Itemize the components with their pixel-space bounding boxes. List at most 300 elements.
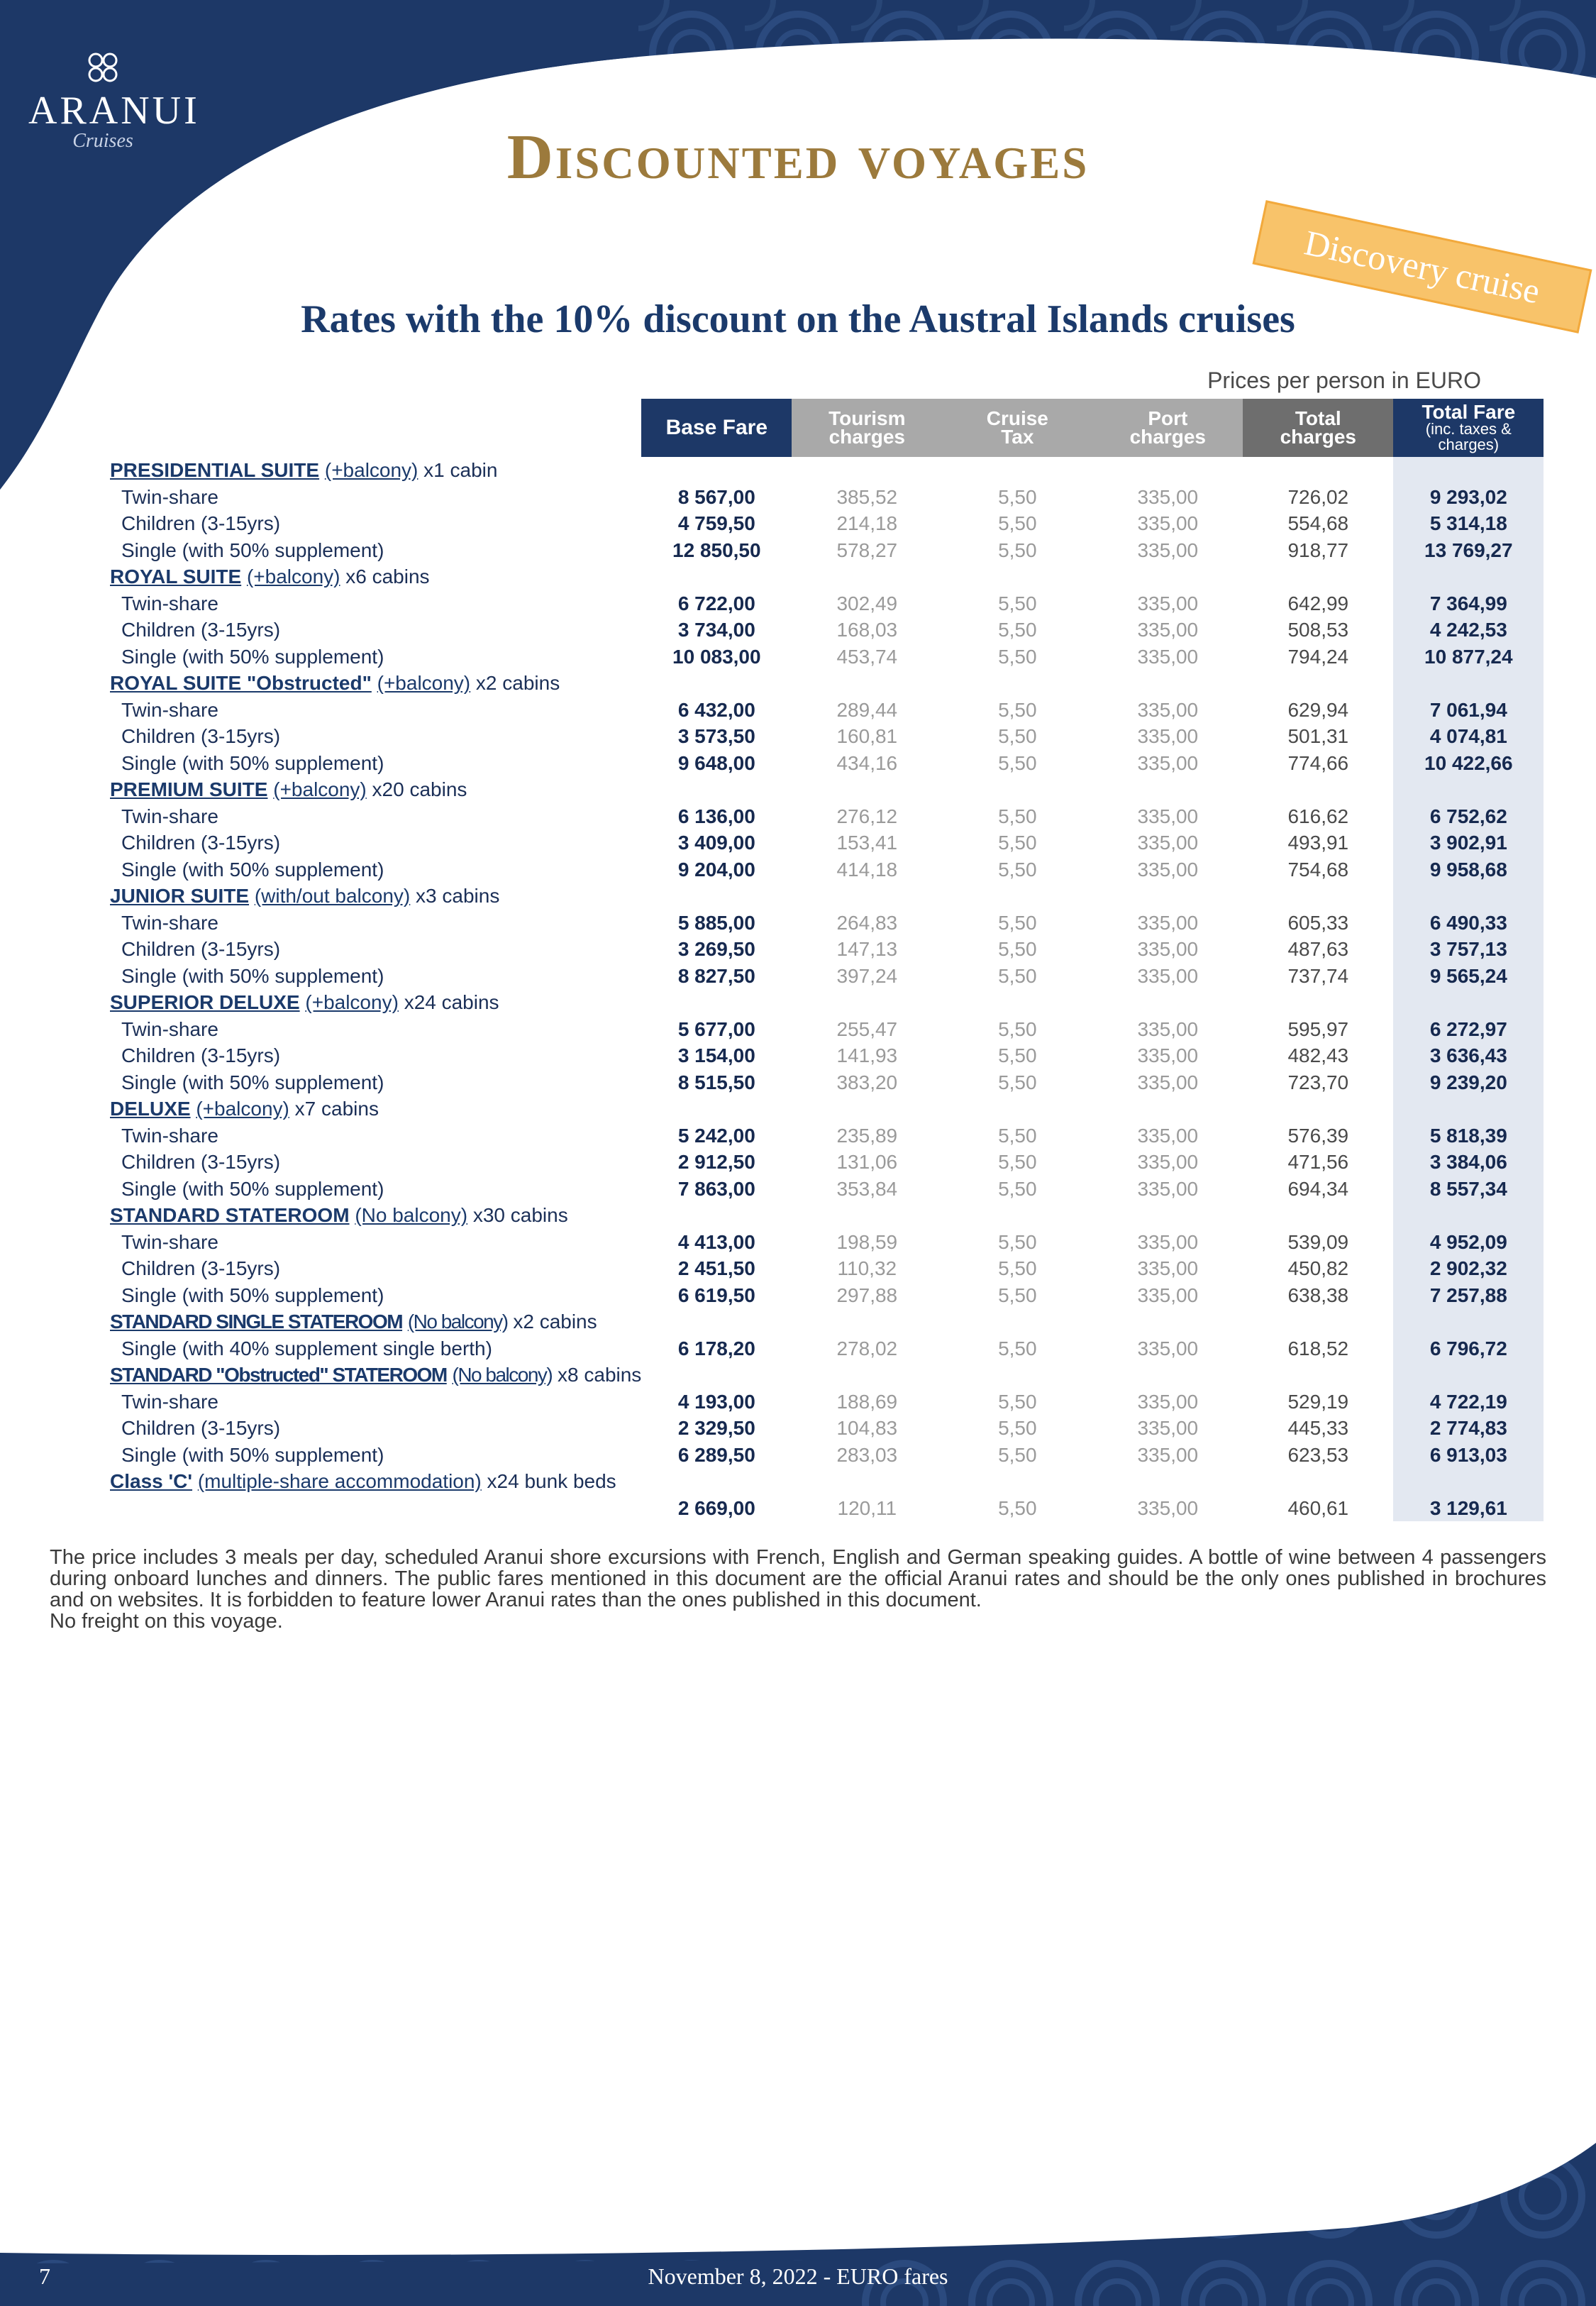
total-charges-cell: 471,56 [1287, 1151, 1349, 1174]
aranui-emblem-icon [85, 50, 121, 85]
category-name: PRESIDENTIAL SUITE [110, 459, 320, 482]
total-charges-cell: 794,24 [1287, 645, 1349, 668]
tourism-charges-cell: 153,41 [836, 832, 898, 854]
passenger-type: Children (3-15yrs) [121, 1151, 281, 1174]
cruise-tax-cell: 5,50 [998, 1257, 1037, 1280]
total-charges-cell: 482,43 [1287, 1044, 1349, 1067]
category-count: x6 cabins [345, 566, 430, 588]
base-fare-cell: 3 573,50 [677, 725, 755, 748]
table-row [110, 1495, 1544, 1522]
total-charges-cell: 638,38 [1287, 1284, 1349, 1306]
category-detail: (No balcony) [407, 1311, 508, 1333]
port-charges-cell: 335,00 [1137, 1124, 1199, 1147]
category-count: x24 cabins [404, 991, 499, 1014]
empty-cell [792, 989, 942, 1016]
port-charges-cell: 335,00 [1137, 805, 1199, 827]
empty-cell [1092, 1362, 1243, 1389]
tourism-charges-cell: 198,59 [836, 1230, 898, 1253]
empty-cell [1092, 670, 1243, 697]
total-charges-cell: 450,82 [1287, 1257, 1349, 1280]
empty-cell [1243, 1096, 1393, 1122]
passenger-type: Single (with 50% supplement) [121, 858, 384, 881]
category-name: STANDARD SINGLE STATEROOM [110, 1311, 403, 1333]
category-count: x30 cabins [472, 1204, 568, 1227]
passenger-type: Twin-share [121, 1390, 218, 1413]
table-row [110, 963, 1544, 990]
port-charges-cell: 335,00 [1137, 1017, 1199, 1040]
empty-cell [942, 883, 1092, 910]
tourism-charges-cell: 578,27 [836, 539, 898, 561]
cruise-tax-cell: 5,50 [998, 592, 1037, 614]
passenger-type: Children (3-15yrs) [121, 1044, 281, 1067]
tourism-charges-cell: 120,11 [837, 1496, 897, 1519]
base-fare-cell: 6 619,50 [677, 1284, 755, 1306]
port-charges-cell: 335,00 [1137, 1044, 1199, 1067]
port-charges-cell: 335,00 [1137, 725, 1199, 748]
port-charges-cell: 335,00 [1137, 858, 1199, 881]
total-charges-cell: 508,53 [1287, 619, 1349, 641]
tourism-charges-cell: 110,32 [837, 1257, 897, 1280]
total-fare-cell: 6 272,97 [1393, 1016, 1544, 1043]
port-charges-cell: 335,00 [1137, 539, 1199, 561]
empty-cell [1243, 776, 1393, 803]
table-row [110, 803, 1544, 830]
total-fare-cell: 6 913,03 [1393, 1442, 1544, 1469]
table-row [110, 1042, 1544, 1069]
empty-cell [641, 776, 792, 803]
cruise-tax-cell: 5,50 [998, 1071, 1037, 1093]
table-row [110, 1016, 1544, 1043]
base-fare-cell: 8 827,50 [677, 964, 755, 987]
passenger-type: Single (with 50% supplement) [121, 751, 384, 774]
category-detail: (multiple-share accommodation) [197, 1470, 482, 1493]
total-charges-cell: 774,66 [1287, 751, 1349, 774]
category-heading [110, 457, 641, 484]
passenger-type: Single (with 50% supplement) [121, 1284, 384, 1306]
base-fare-cell: 4 193,00 [677, 1390, 755, 1413]
rates-table-body [110, 457, 1544, 1521]
base-fare-cell: 12 850,50 [672, 539, 761, 561]
total-fare-cell: 3 757,13 [1393, 936, 1544, 963]
tourism-charges-cell: 235,89 [836, 1124, 898, 1147]
cruise-tax-cell: 5,50 [998, 1017, 1037, 1040]
total-charges-cell: 737,74 [1287, 964, 1349, 987]
page-number: 7 [39, 2263, 50, 2289]
total-fare-cell: 6 796,72 [1393, 1335, 1544, 1362]
category-row [110, 1096, 1544, 1122]
category-name: Class 'C' [110, 1470, 193, 1493]
table-row [110, 1389, 1544, 1416]
total-charges-cell: 595,97 [1287, 1017, 1349, 1040]
category-count: x24 bunk beds [487, 1470, 616, 1493]
category-row [110, 1308, 1544, 1335]
category-name: STANDARD STATEROOM [110, 1204, 350, 1227]
empty-cell [641, 1468, 792, 1495]
table-row [110, 910, 1544, 937]
base-fare-cell: 3 269,50 [677, 938, 755, 961]
port-charges-cell: 335,00 [1137, 1071, 1199, 1093]
empty-cell [1393, 670, 1544, 697]
header-total-charges: Total charges [1243, 399, 1393, 457]
table-row [110, 1122, 1544, 1149]
passenger-type: Single (with 50% supplement) [121, 1443, 384, 1466]
empty-cell [792, 1202, 942, 1229]
table-row [110, 936, 1544, 963]
port-charges-cell: 335,00 [1137, 751, 1199, 774]
empty-cell [641, 989, 792, 1016]
empty-cell [792, 457, 942, 484]
passenger-type: Single (with 40% supplement single berth) [121, 1337, 492, 1359]
empty-cell [1393, 563, 1544, 590]
empty-cell [792, 563, 942, 590]
cruise-tax-cell: 5,50 [998, 751, 1037, 774]
empty-cell [1092, 1202, 1243, 1229]
header-total-fare: Total Fare (inc. taxes & charges) [1393, 399, 1544, 457]
tourism-charges-cell: 160,81 [836, 725, 898, 748]
empty-cell [1393, 989, 1544, 1016]
cruise-tax-cell: 5,50 [998, 1044, 1037, 1067]
total-charges-cell: 726,02 [1287, 485, 1349, 508]
cruise-tax-cell: 5,50 [998, 832, 1037, 854]
empty-cell [1243, 1362, 1393, 1389]
category-name: PREMIUM SUITE [110, 778, 268, 801]
tourism-charges-cell: 283,03 [836, 1443, 898, 1466]
table-row [110, 1282, 1544, 1309]
total-charges-cell: 623,53 [1287, 1443, 1349, 1466]
tourism-charges-cell: 278,02 [836, 1337, 898, 1359]
tourism-charges-cell: 141,93 [836, 1044, 898, 1067]
passenger-type: Single (with 50% supplement) [121, 645, 384, 668]
tourism-charges-cell: 188,69 [836, 1390, 898, 1413]
base-fare-cell: 5 242,00 [677, 1124, 755, 1147]
table-row [110, 750, 1544, 777]
total-charges-cell: 445,33 [1287, 1417, 1349, 1440]
total-charges-cell: 493,91 [1287, 832, 1349, 854]
empty-cell [1092, 989, 1243, 1016]
empty-cell [641, 1096, 792, 1122]
category-count: x20 cabins [372, 778, 467, 801]
empty-cell [942, 989, 1092, 1016]
total-fare-cell: 5 314,18 [1393, 510, 1544, 537]
cruise-tax-cell: 5,50 [998, 1443, 1037, 1466]
base-fare-cell: 2 669,00 [677, 1496, 755, 1519]
base-fare-cell: 2 451,50 [677, 1257, 755, 1280]
category-name: ROYAL SUITE "Obstructed" [110, 672, 372, 695]
passenger-type [110, 1495, 641, 1522]
currency-note: Prices per person in EURO [1207, 368, 1481, 393]
table-row [110, 510, 1544, 537]
footer-date: November 8, 2022 - EURO fares [648, 2263, 948, 2289]
empty-cell [792, 1096, 942, 1122]
empty-cell [942, 457, 1092, 484]
total-fare-cell: 3 384,06 [1393, 1149, 1544, 1176]
page-title: Discounted voyages [506, 122, 1090, 192]
total-fare-cell: 6 752,62 [1393, 803, 1544, 830]
empty-cell [641, 670, 792, 697]
cruise-tax-cell: 5,50 [998, 1337, 1037, 1359]
port-charges-cell: 335,00 [1137, 592, 1199, 614]
category-name: ROYAL SUITE [110, 566, 242, 588]
discovery-cruise-stamp: Discovery cruise [1253, 200, 1592, 333]
passenger-type: Children (3-15yrs) [121, 1417, 281, 1440]
empty-cell [1393, 1096, 1544, 1122]
empty-cell [1243, 563, 1393, 590]
cruise-tax-cell: 5,50 [998, 1151, 1037, 1174]
base-fare-cell: 6 136,00 [677, 805, 755, 827]
cruise-tax-cell: 5,50 [998, 1177, 1037, 1200]
empty-cell [942, 1202, 1092, 1229]
empty-cell [1393, 776, 1544, 803]
category-count: x8 cabins [558, 1364, 642, 1386]
tourism-charges-cell: 302,49 [836, 592, 898, 614]
category-heading [110, 1468, 641, 1495]
base-fare-cell: 3 409,00 [677, 832, 755, 854]
port-charges-cell: 335,00 [1137, 1443, 1199, 1466]
port-charges-cell: 335,00 [1137, 645, 1199, 668]
port-charges-cell: 335,00 [1137, 911, 1199, 934]
tourism-charges-cell: 414,18 [836, 858, 898, 881]
base-fare-cell: 3 154,00 [677, 1044, 755, 1067]
empty-cell [792, 1362, 942, 1389]
total-charges-cell: 754,68 [1287, 858, 1349, 881]
header-cruise-tax: Cruise Tax [942, 399, 1092, 457]
total-charges-cell: 629,94 [1287, 698, 1349, 721]
empty-cell [942, 1362, 1092, 1389]
total-fare-cell: 6 490,33 [1393, 910, 1544, 937]
cruise-tax-cell: 5,50 [998, 858, 1037, 881]
empty-cell [942, 1096, 1092, 1122]
category-detail: (+balcony) [324, 459, 419, 482]
passenger-type: Twin-share [121, 592, 218, 614]
table-row [110, 1069, 1544, 1096]
table-row [110, 1255, 1544, 1282]
base-fare-cell: 6 289,50 [677, 1443, 755, 1466]
cruise-tax-cell: 5,50 [998, 725, 1037, 748]
base-fare-cell: 8 515,50 [677, 1071, 755, 1093]
cruise-tax-cell: 5,50 [998, 1124, 1037, 1147]
total-fare-cell: 4 952,09 [1393, 1229, 1544, 1256]
category-row [110, 1362, 1544, 1389]
total-charges-cell: 576,39 [1287, 1124, 1349, 1147]
empty-cell [942, 1308, 1092, 1335]
passenger-type: Single (with 50% supplement) [121, 964, 384, 987]
cruise-tax-cell: 5,50 [998, 1390, 1037, 1413]
port-charges-cell: 335,00 [1137, 964, 1199, 987]
base-fare-cell: 6 178,20 [677, 1337, 755, 1359]
passenger-type: Twin-share [121, 698, 218, 721]
base-fare-cell: 6 432,00 [677, 698, 755, 721]
total-fare-cell: 3 636,43 [1393, 1042, 1544, 1069]
total-fare-cell: 8 557,34 [1393, 1176, 1544, 1203]
tourism-charges-cell: 453,74 [836, 645, 898, 668]
empty-cell [942, 563, 1092, 590]
total-fare-cell: 3 129,61 [1393, 1495, 1544, 1522]
cruise-tax-cell: 5,50 [998, 1417, 1037, 1440]
cruise-tax-cell: 5,50 [998, 964, 1037, 987]
port-charges-cell: 335,00 [1137, 1417, 1199, 1440]
total-charges-cell: 529,19 [1287, 1390, 1349, 1413]
empty-cell [1393, 457, 1544, 484]
category-detail: (+balcony) [246, 566, 340, 588]
total-charges-cell: 539,09 [1287, 1230, 1349, 1253]
empty-cell [792, 1308, 942, 1335]
cruise-tax-cell: 5,50 [998, 512, 1037, 535]
base-fare-cell: 9 648,00 [677, 751, 755, 774]
passenger-type: Twin-share [121, 1017, 218, 1040]
footnote-text: The price includes 3 meals per day, scheduled Aranui shore excursions with French, English and German speaking guides. A bottle of wine between 4 passengers during onboard lunches and dinners. The public fares mentioned in this document are the official Aranui rates and should be the only ones published in brochures and on websites. It is forbidden to feature lower Aranui rates than the ones published in this document. [50, 1546, 1546, 1611]
tourism-charges-cell: 168,03 [836, 619, 898, 641]
total-fare-cell: 4 242,53 [1393, 617, 1544, 644]
total-fare-cell: 2 774,83 [1393, 1415, 1544, 1442]
cruise-tax-cell: 5,50 [998, 698, 1037, 721]
total-fare-cell: 7 061,94 [1393, 697, 1544, 724]
category-row [110, 776, 1544, 803]
page-subtitle: Rates with the 10% discount on the Austral Islands cruises [301, 297, 1295, 341]
header-port-charges: Port charges [1092, 399, 1243, 457]
empty-cell [641, 457, 792, 484]
total-fare-cell: 7 257,88 [1393, 1282, 1544, 1309]
empty-cell [641, 1308, 792, 1335]
total-charges-cell: 918,77 [1287, 539, 1349, 561]
table-row [110, 697, 1544, 724]
table-row [110, 590, 1544, 617]
category-row [110, 883, 1544, 910]
category-heading [110, 1362, 641, 1389]
passenger-type: Children (3-15yrs) [121, 1257, 281, 1280]
passenger-type: Twin-share [121, 1124, 218, 1147]
total-charges-cell: 554,68 [1287, 512, 1349, 535]
category-heading [110, 670, 641, 697]
passenger-type: Twin-share [121, 805, 218, 827]
tourism-charges-cell: 383,20 [836, 1071, 898, 1093]
port-charges-cell: 335,00 [1137, 619, 1199, 641]
total-charges-cell: 501,31 [1287, 725, 1349, 748]
total-charges-cell: 694,34 [1287, 1177, 1349, 1200]
tourism-charges-cell: 214,18 [836, 512, 898, 535]
empty-cell [942, 670, 1092, 697]
category-detail: (with/out balcony) [254, 885, 411, 907]
passenger-type: Twin-share [121, 1230, 218, 1253]
brand-tagline: Cruises [72, 130, 133, 152]
table-row [110, 617, 1544, 644]
total-fare-cell: 9 239,20 [1393, 1069, 1544, 1096]
port-charges-cell: 335,00 [1137, 1337, 1199, 1359]
empty-cell [641, 1202, 792, 1229]
total-fare-cell: 10 422,66 [1393, 750, 1544, 777]
port-charges-cell: 335,00 [1137, 1390, 1199, 1413]
port-charges-cell: 335,00 [1137, 1284, 1199, 1306]
category-row [110, 563, 1544, 590]
table-row [110, 484, 1544, 511]
category-count: x7 cabins [294, 1098, 379, 1120]
header-blank [110, 399, 641, 457]
passenger-type: Children (3-15yrs) [121, 512, 281, 535]
tourism-charges-cell: 104,83 [836, 1417, 898, 1440]
base-fare-cell: 3 734,00 [677, 619, 755, 641]
tourism-charges-cell: 255,47 [836, 1017, 898, 1040]
category-detail: (+balcony) [305, 991, 399, 1014]
base-fare-cell: 4 759,50 [677, 512, 755, 535]
tourism-charges-cell: 147,13 [836, 938, 898, 961]
category-detail: (No balcony) [355, 1204, 468, 1227]
empty-cell [792, 1468, 942, 1495]
total-fare-cell: 9 293,02 [1393, 484, 1544, 511]
passenger-type: Children (3-15yrs) [121, 938, 281, 961]
empty-cell [1092, 1096, 1243, 1122]
base-fare-cell: 5 677,00 [677, 1017, 755, 1040]
category-name: SUPERIOR DELUXE [110, 991, 300, 1014]
passenger-type: Children (3-15yrs) [121, 725, 281, 748]
passenger-type: Single (with 50% supplement) [121, 539, 384, 561]
total-fare-cell: 4 722,19 [1393, 1389, 1544, 1416]
empty-cell [1092, 776, 1243, 803]
rates-table [110, 399, 1544, 1521]
base-fare-cell: 2 912,50 [677, 1151, 755, 1174]
table-row [110, 537, 1544, 564]
category-count: x1 cabin [423, 459, 498, 482]
empty-cell [1243, 989, 1393, 1016]
base-fare-cell: 6 722,00 [677, 592, 755, 614]
tourism-charges-cell: 434,16 [836, 751, 898, 774]
tourism-charges-cell: 264,83 [836, 911, 898, 934]
total-charges-cell: 723,70 [1287, 1071, 1349, 1093]
port-charges-cell: 335,00 [1137, 938, 1199, 961]
empty-cell [1393, 883, 1544, 910]
category-row [110, 1202, 1544, 1229]
passenger-type: Children (3-15yrs) [121, 619, 281, 641]
cruise-tax-cell: 5,50 [998, 619, 1037, 641]
empty-cell [1393, 1202, 1544, 1229]
category-row [110, 670, 1544, 697]
total-charges-cell: 460,61 [1287, 1496, 1349, 1519]
empty-cell [1243, 1468, 1393, 1495]
port-charges-cell: 335,00 [1137, 832, 1199, 854]
passenger-type: Twin-share [121, 911, 218, 934]
category-detail: (+balcony) [196, 1098, 289, 1120]
port-charges-cell: 335,00 [1137, 485, 1199, 508]
tourism-charges-cell: 385,52 [836, 485, 898, 508]
total-fare-cell: 9 565,24 [1393, 963, 1544, 990]
base-fare-cell: 8 567,00 [677, 485, 755, 508]
tourism-charges-cell: 397,24 [836, 964, 898, 987]
empty-cell [1092, 1468, 1243, 1495]
total-charges-cell: 487,63 [1287, 938, 1349, 961]
table-row [110, 1442, 1544, 1469]
empty-cell [641, 883, 792, 910]
category-detail: (No balcony) [452, 1364, 553, 1386]
passenger-type: Single (with 50% supplement) [121, 1071, 384, 1093]
empty-cell [1092, 883, 1243, 910]
category-count: x2 cabins [475, 672, 560, 695]
cruise-tax-cell: 5,50 [998, 911, 1037, 934]
header-base-fare: Base Fare [641, 399, 792, 457]
category-detail: (+balcony) [377, 672, 471, 695]
port-charges-cell: 335,00 [1137, 512, 1199, 535]
empty-cell [1243, 457, 1393, 484]
cruise-tax-cell: 5,50 [998, 539, 1037, 561]
table-header-row [110, 399, 1544, 457]
empty-cell [1092, 457, 1243, 484]
freight-note: No freight on this voyage. [50, 1610, 283, 1633]
total-fare-cell: 10 877,24 [1393, 644, 1544, 671]
tourism-charges-cell: 131,06 [836, 1151, 898, 1174]
passenger-type: Single (with 50% supplement) [121, 1177, 384, 1200]
total-fare-cell: 3 902,91 [1393, 829, 1544, 856]
port-charges-cell: 335,00 [1137, 1151, 1199, 1174]
empty-cell [1393, 1362, 1544, 1389]
category-heading [110, 563, 641, 590]
table-row [110, 1176, 1544, 1203]
